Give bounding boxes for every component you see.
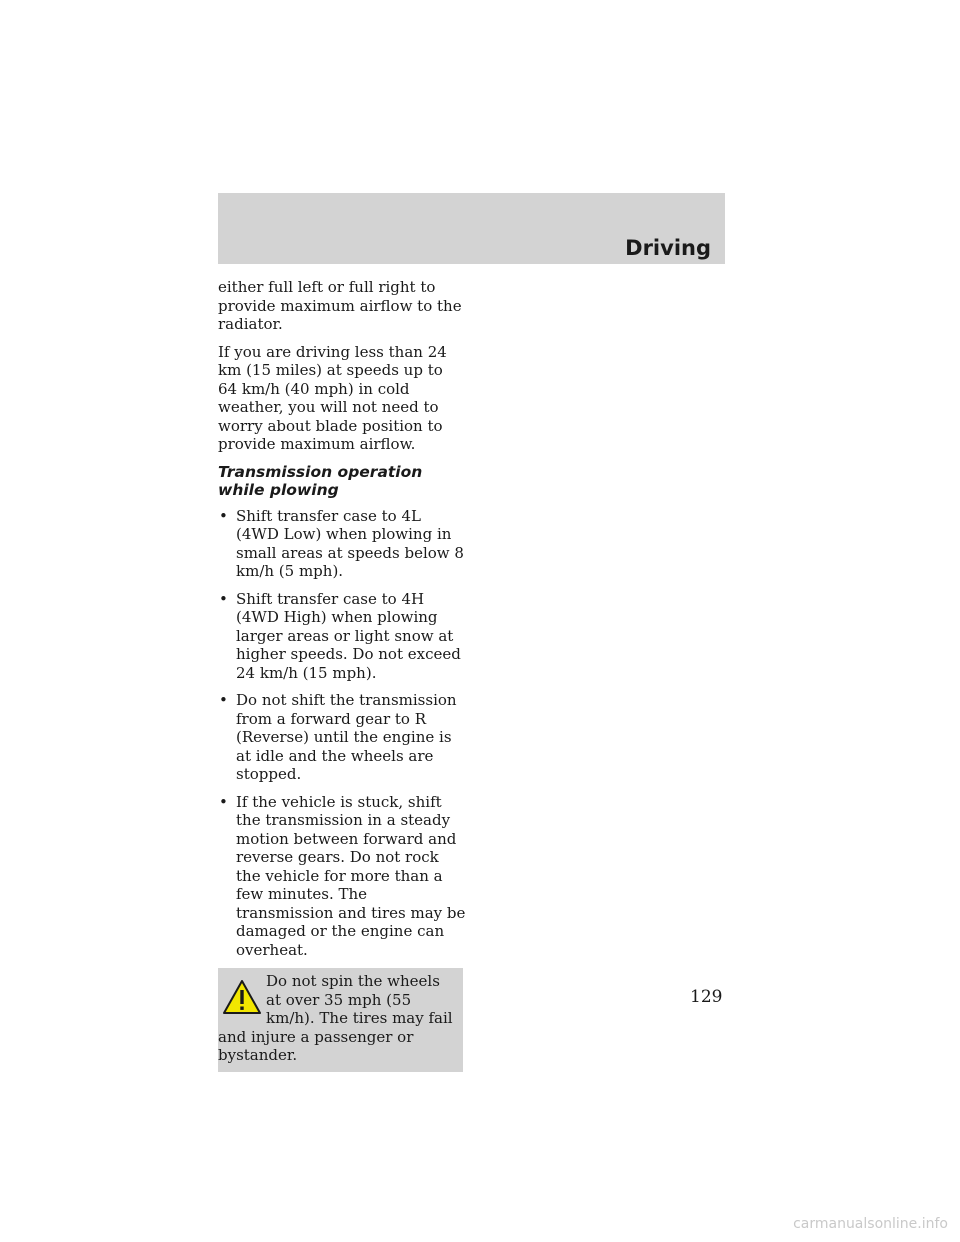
- list-item: [218, 590, 466, 683]
- bullet-icon: •: [219, 506, 228, 525]
- subheading: Transmission operation while plowing: [218, 462, 423, 499]
- list-item-text: Shift transfer case to 4H (4WD High) when plowing larger areas or light snow at higher speeds. Do not exceed 24 km/h (15 mph).: [236, 589, 461, 682]
- list-item-text: Do not shift the transmission from a forward gear to R (Reverse) until the engine is at idle and the wheels are stopped.: [236, 691, 457, 783]
- paragraph: either full left or full right to provide maximum airflow to the radiator.: [218, 278, 462, 333]
- list-item: [218, 793, 466, 960]
- list-item: [218, 507, 466, 581]
- warning-box: [218, 968, 463, 1072]
- page-number: 129: [690, 987, 723, 1007]
- page-content: [218, 278, 466, 1072]
- bullet-icon: •: [219, 691, 228, 709]
- warning-triangle-icon: [222, 978, 262, 1016]
- bullet-icon: •: [219, 792, 228, 811]
- paragraph: If you are driving less than 24 km (15 miles) at speeds up to 64 km/h (40 mph) in cold weather, you will not need to worry about blade position to provide maximum airflow.: [218, 342, 447, 453]
- section-header-band: [218, 193, 725, 264]
- bullet-list: [218, 507, 466, 960]
- bullet-icon: •: [219, 589, 228, 608]
- watermark: carmanualsonline.info: [793, 1216, 948, 1232]
- warning-text: Do not spin the wheels at over 35 mph (55 km/h). The tires may fail and injure a passenger or bystander.: [218, 972, 453, 1064]
- section-title: Driving: [625, 236, 711, 260]
- list-item-text: Shift transfer case to 4L (4WD Low) when plowing in small areas at speeds below 8 km/h (5 mph).: [236, 506, 464, 580]
- list-item-text: If the vehicle is stuck, shift the transmission in a steady motion between forward and reverse gears. Do not rock the vehicle for more than a few minutes. The transmission and tires may be damaged or the engine can overheat.: [236, 792, 466, 959]
- list-item: [218, 691, 466, 784]
